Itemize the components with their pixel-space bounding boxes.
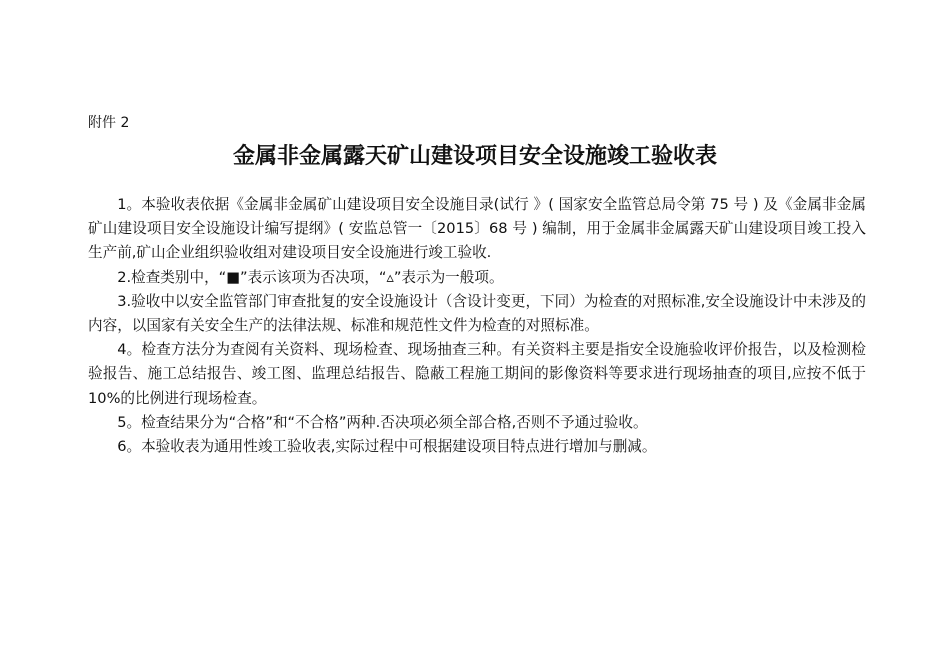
note-6: 6。本验收表为通用性竣工验收表,实际过程中可根据建设项目特点进行增加与删减。 xyxy=(117,438,657,456)
note-3: 3.验收中以安全监管部门审查批复的安全设施设计（含设计变更，下同）为检查的对照标准,安全设施设计中未涉及的内容，以国家有关安全生产的法律法规、标准和规范性文件为检查的对照标准。 xyxy=(88,292,866,335)
note-2: 2.检查类别中，“■”表示该项为否决项，“▵”表示为一般项。 xyxy=(117,268,504,286)
note-5: 5。检查结果分为“合格”和“不合格”两种.否决项必须全部合格,否则不予通过验收。 xyxy=(117,413,648,431)
notes-section xyxy=(88,193,866,459)
note-1: 1。本验收表依据《金属非金属矿山建设项目安全设施目录(试行 》( 国家安全监管总局令第 75 号 ) 及《金属非金属矿山建设项目安全设施设计编写提纲》( 安监总管一〔2015〕68 号 ) 编制，用于金属非金属露天矿山建设项目竣工投入生产前,矿山企业组织验收组对建设项目安全设施进行竣工验收. xyxy=(88,196,866,262)
document-title: 金属非金属露天矿山建设项目安全设施竣工验收表 xyxy=(232,144,717,169)
note-4: 4。检查方法分为查阅有关资料、现场检查、现场抽查三种。有关资料主要是指安全设施验收评价报告，以及检测检验报告、施工总结报告、竣工图、监理总结报告、隐蔽工程施工期间的影像资料等要求进行现场抽查的项目,应按不低于 10%的比例进行现场检查。 xyxy=(88,341,866,407)
attachment-label: 附件 2 xyxy=(88,115,130,131)
